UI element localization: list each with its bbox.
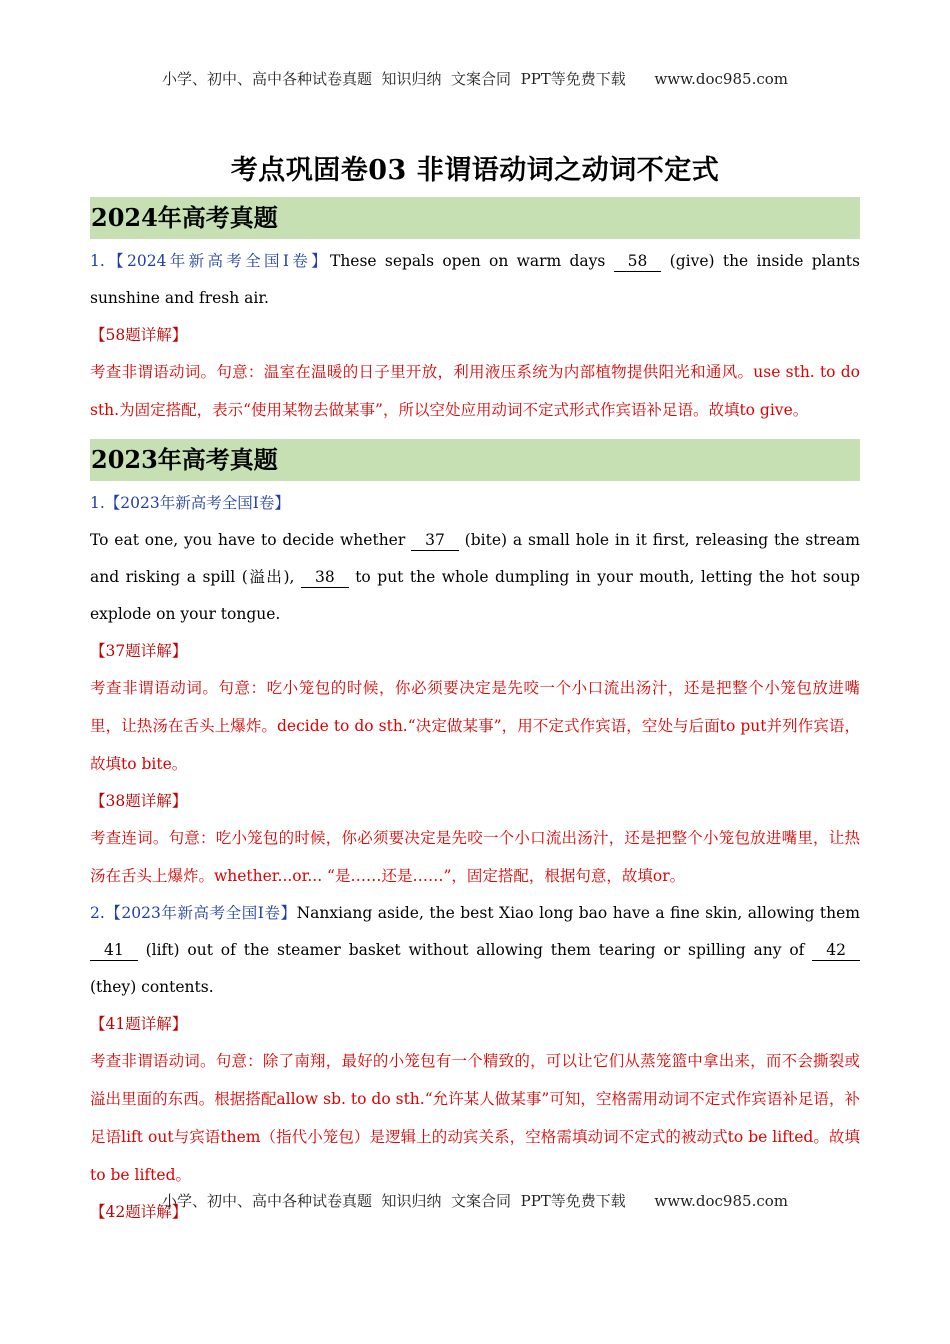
document-body (90, 148, 860, 1230)
section-heading-2023 (90, 439, 860, 481)
question-source: 【2024年新高考全国Ⅰ卷】 (104, 252, 330, 270)
page-title: 考点巩固卷03 非谓语动词之动词不定式 (230, 155, 720, 186)
question-2024-1 (90, 243, 860, 317)
question-text: to put the whole dumpling in your mouth, letting the hot soup explode on your tongue. (90, 568, 860, 623)
question-source: 【2023年新高考全国Ⅰ卷】 (104, 904, 297, 922)
page-footer: 小学、初中、高中各种试卷真题 知识归纳 文案合同 PPT等免费下载 www.doc985.com (161, 1192, 788, 1210)
question-number: 1. (90, 252, 105, 270)
question-text: Nanxiang aside, the best Xiao long bao have a fine skin, allowing them (296, 904, 860, 922)
blank-58: 58 (614, 251, 662, 272)
question-text: (give) the inside plants sunshine and fresh air. (90, 252, 860, 307)
explanation-heading-41: 【41题详解】 (90, 1015, 188, 1033)
question-text: (they) contents. (90, 978, 214, 996)
question-2023-1-label (90, 485, 860, 522)
question-number: 2. (90, 904, 105, 922)
question-text: (lift) out of the steamer basket without allowing them tearing or spilling any of (137, 941, 813, 959)
explanation-58: 考查非谓语动词。句意：温室在温暖的日子里开放，利用液压系统为内部植物提供阳光和通风。use sth. to do sth.为固定搭配，表示“使用某物去做某事”，所以空处应用动词不定式形式作宾语补足语。故填to give。 (90, 363, 860, 419)
explanation-heading-37: 【37题详解】 (90, 642, 188, 660)
section-heading-text: 2024年高考真题 (91, 203, 278, 232)
page-header: 小学、初中、高中各种试卷真题 知识归纳 文案合同 PPT等免费下载 www.doc985.com (161, 70, 788, 88)
explanation-41: 考查非谓语动词。句意：除了南翔，最好的小笼包有一个精致的，可以让它们从蒸笼篮中拿出来，而不会撕裂或溢出里面的东西。根据搭配allow sb. to do sth.“允许某人做某事”可知，空格需用动词不定式作宾语补足语，补足语lift out与宾语them（指代小笼包）是逻辑上的动宾关系，空格需填动词不定式的被动式to be lifted。故填to be lifted。 (90, 1052, 860, 1184)
section-heading-text: 2023年高考真题 (91, 445, 278, 474)
explanation-heading-42: 【42题详解】 (90, 1203, 188, 1221)
question-2023-1 (90, 522, 860, 633)
question-text: (bite) a small hole in it first, releasing the stream and risking a spill (溢出), (90, 531, 860, 586)
blank-38: 38 (301, 567, 349, 588)
blank-42: 42 (812, 940, 860, 961)
blank-41: 41 (90, 940, 138, 961)
blank-37: 37 (411, 530, 459, 551)
question-number: 1. (90, 494, 105, 512)
question-text: These sepals open on warm days (329, 252, 614, 270)
section-heading-2024 (90, 197, 860, 239)
question-text: To eat one, you have to decide whether (90, 531, 412, 549)
question-source: 【2023年新高考全国Ⅰ卷】 (104, 494, 290, 512)
explanation-heading-58: 【58题详解】 (90, 326, 188, 344)
explanation-37: 考查非谓语动词。句意：吃小笼包的时候，你必须要决定是先咬一个小口流出汤汁，还是把整个小笼包放进嘴里，让热汤在舌头上爆炸。decide to do sth.“决定做某事”，用不定式作宾语，空处与后面to put并列作宾语，故填to bite。 (90, 679, 860, 773)
explanation-38: 考查连词。句意：吃小笼包的时候，你必须要决定是先咬一个小口流出汤汁，还是把整个小笼包放进嘴里，让热汤在舌头上爆炸。whether...or... “是……还是……”，固定搭配，根据句意，故填or。 (90, 829, 860, 885)
question-2023-2 (90, 895, 860, 1006)
explanation-heading-38: 【38题详解】 (90, 792, 188, 810)
